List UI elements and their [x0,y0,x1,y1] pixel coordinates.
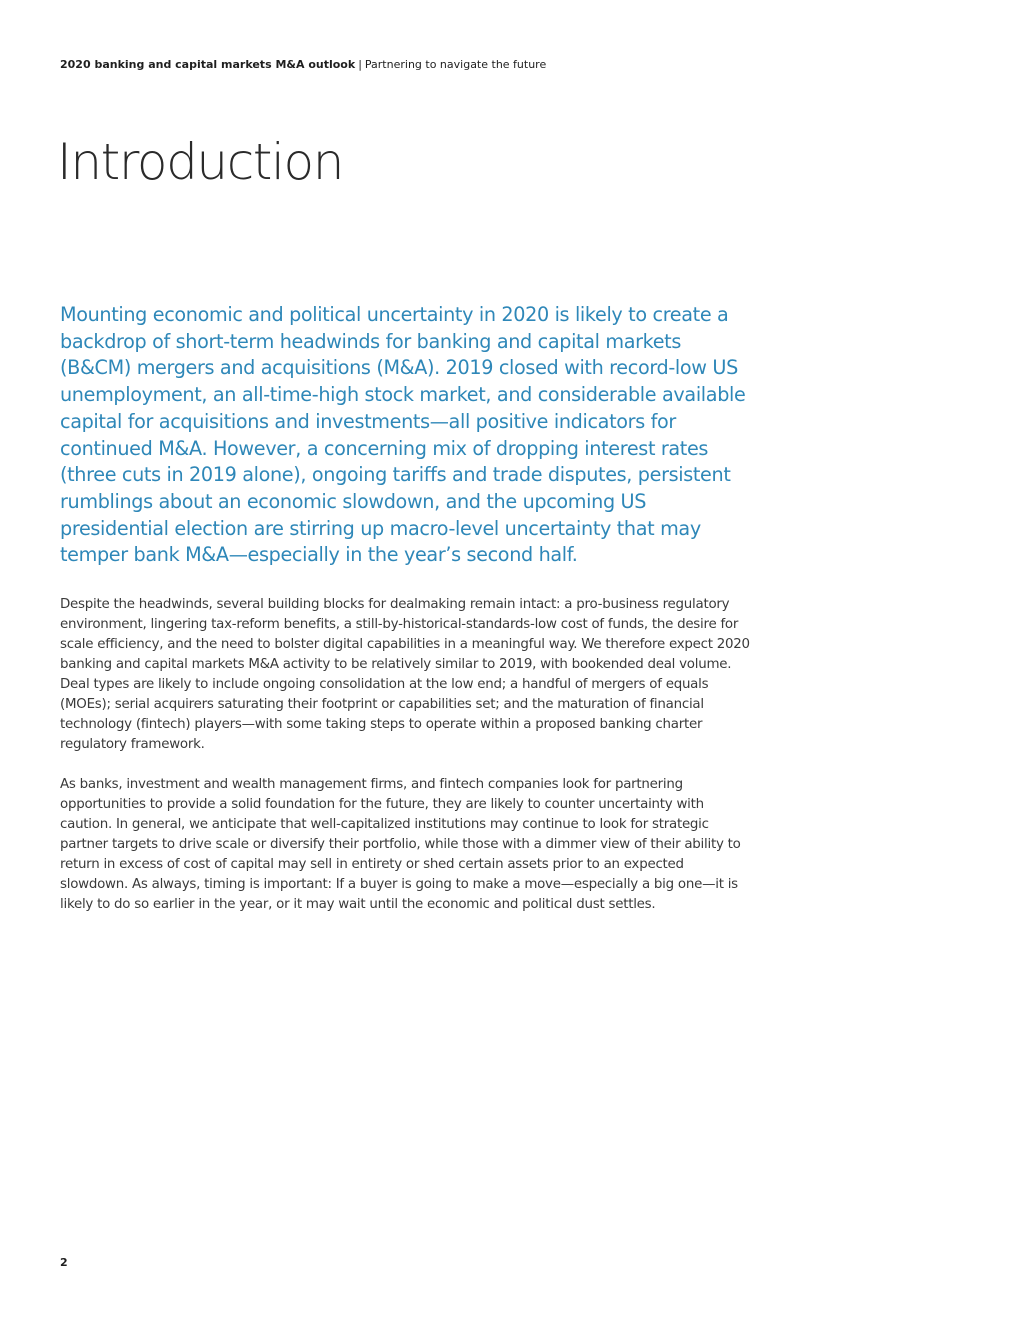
page-title: Introduction [57,133,343,191]
running-header [60,57,546,73]
header-separator: | [358,58,362,71]
report-subtitle: Partnering to navigate the future [364,58,547,71]
report-title: 2020 banking and capital markets M&A outlook [60,58,356,71]
lead-paragraph: Mounting economic and political uncertainty in 2020 is likely to create a backdrop of short-term headwinds for banking and capital markets (B&CM) mergers and acquisitions (M&A). 2019 closed with record-low US unemployment, an all-time-high stock market, and considerable available capital for acquisitions and investments—all positive indicators for continued M&A. However, a concerning mix of dropping interest rates (three cuts in 2019 alone), ongoing tariffs and trade disputes, persistent rumblings about an economic slowdown, and the upcoming US presidential election are stirring up macro-level uncertainty that may temper bank M&A—especially in the year’s second half. [60,303,746,567]
body-paragraph-1: Despite the headwinds, several building blocks for dealmaking remain intact: a pro-business regulatory environment, lingering tax-reform benefits, a still-by-historical-standards-low cost of funds, the desire for scale efficiency, and the need to bolster digital capabilities in a meaningful way. We therefore expect 2020 banking and capital markets M&A activity to be relatively similar to 2019, with bookended deal volume. Deal types are likely to include ongoing consolidation at the low end; a handful of mergers of equals (MOEs); serial acquirers saturating their footprint or capabilities set; and the maturation of financial technology (fintech) players—with some taking steps to operate within a proposed banking charter regulatory framework. [60,597,750,752]
page-number: 2 [60,1256,68,1269]
body-paragraph-2: As banks, investment and wealth management firms, and fintech companies look for partnering opportunities to provide a solid foundation for the future, they are likely to counter uncertainty with caution. In general, we anticipate that well-capitalized institutions may continue to look for strategic partner targets to drive scale or diversify their portfolio, while those with a dimmer view of their ability to return in excess of cost of capital may sell in entirety or shed certain assets prior to an expected slowdown. As always, timing is important: If a buyer is going to make a move—especially a big one—it is likely to do so earlier in the year, or it may wait until the economic and political dust settles. [60,777,741,912]
